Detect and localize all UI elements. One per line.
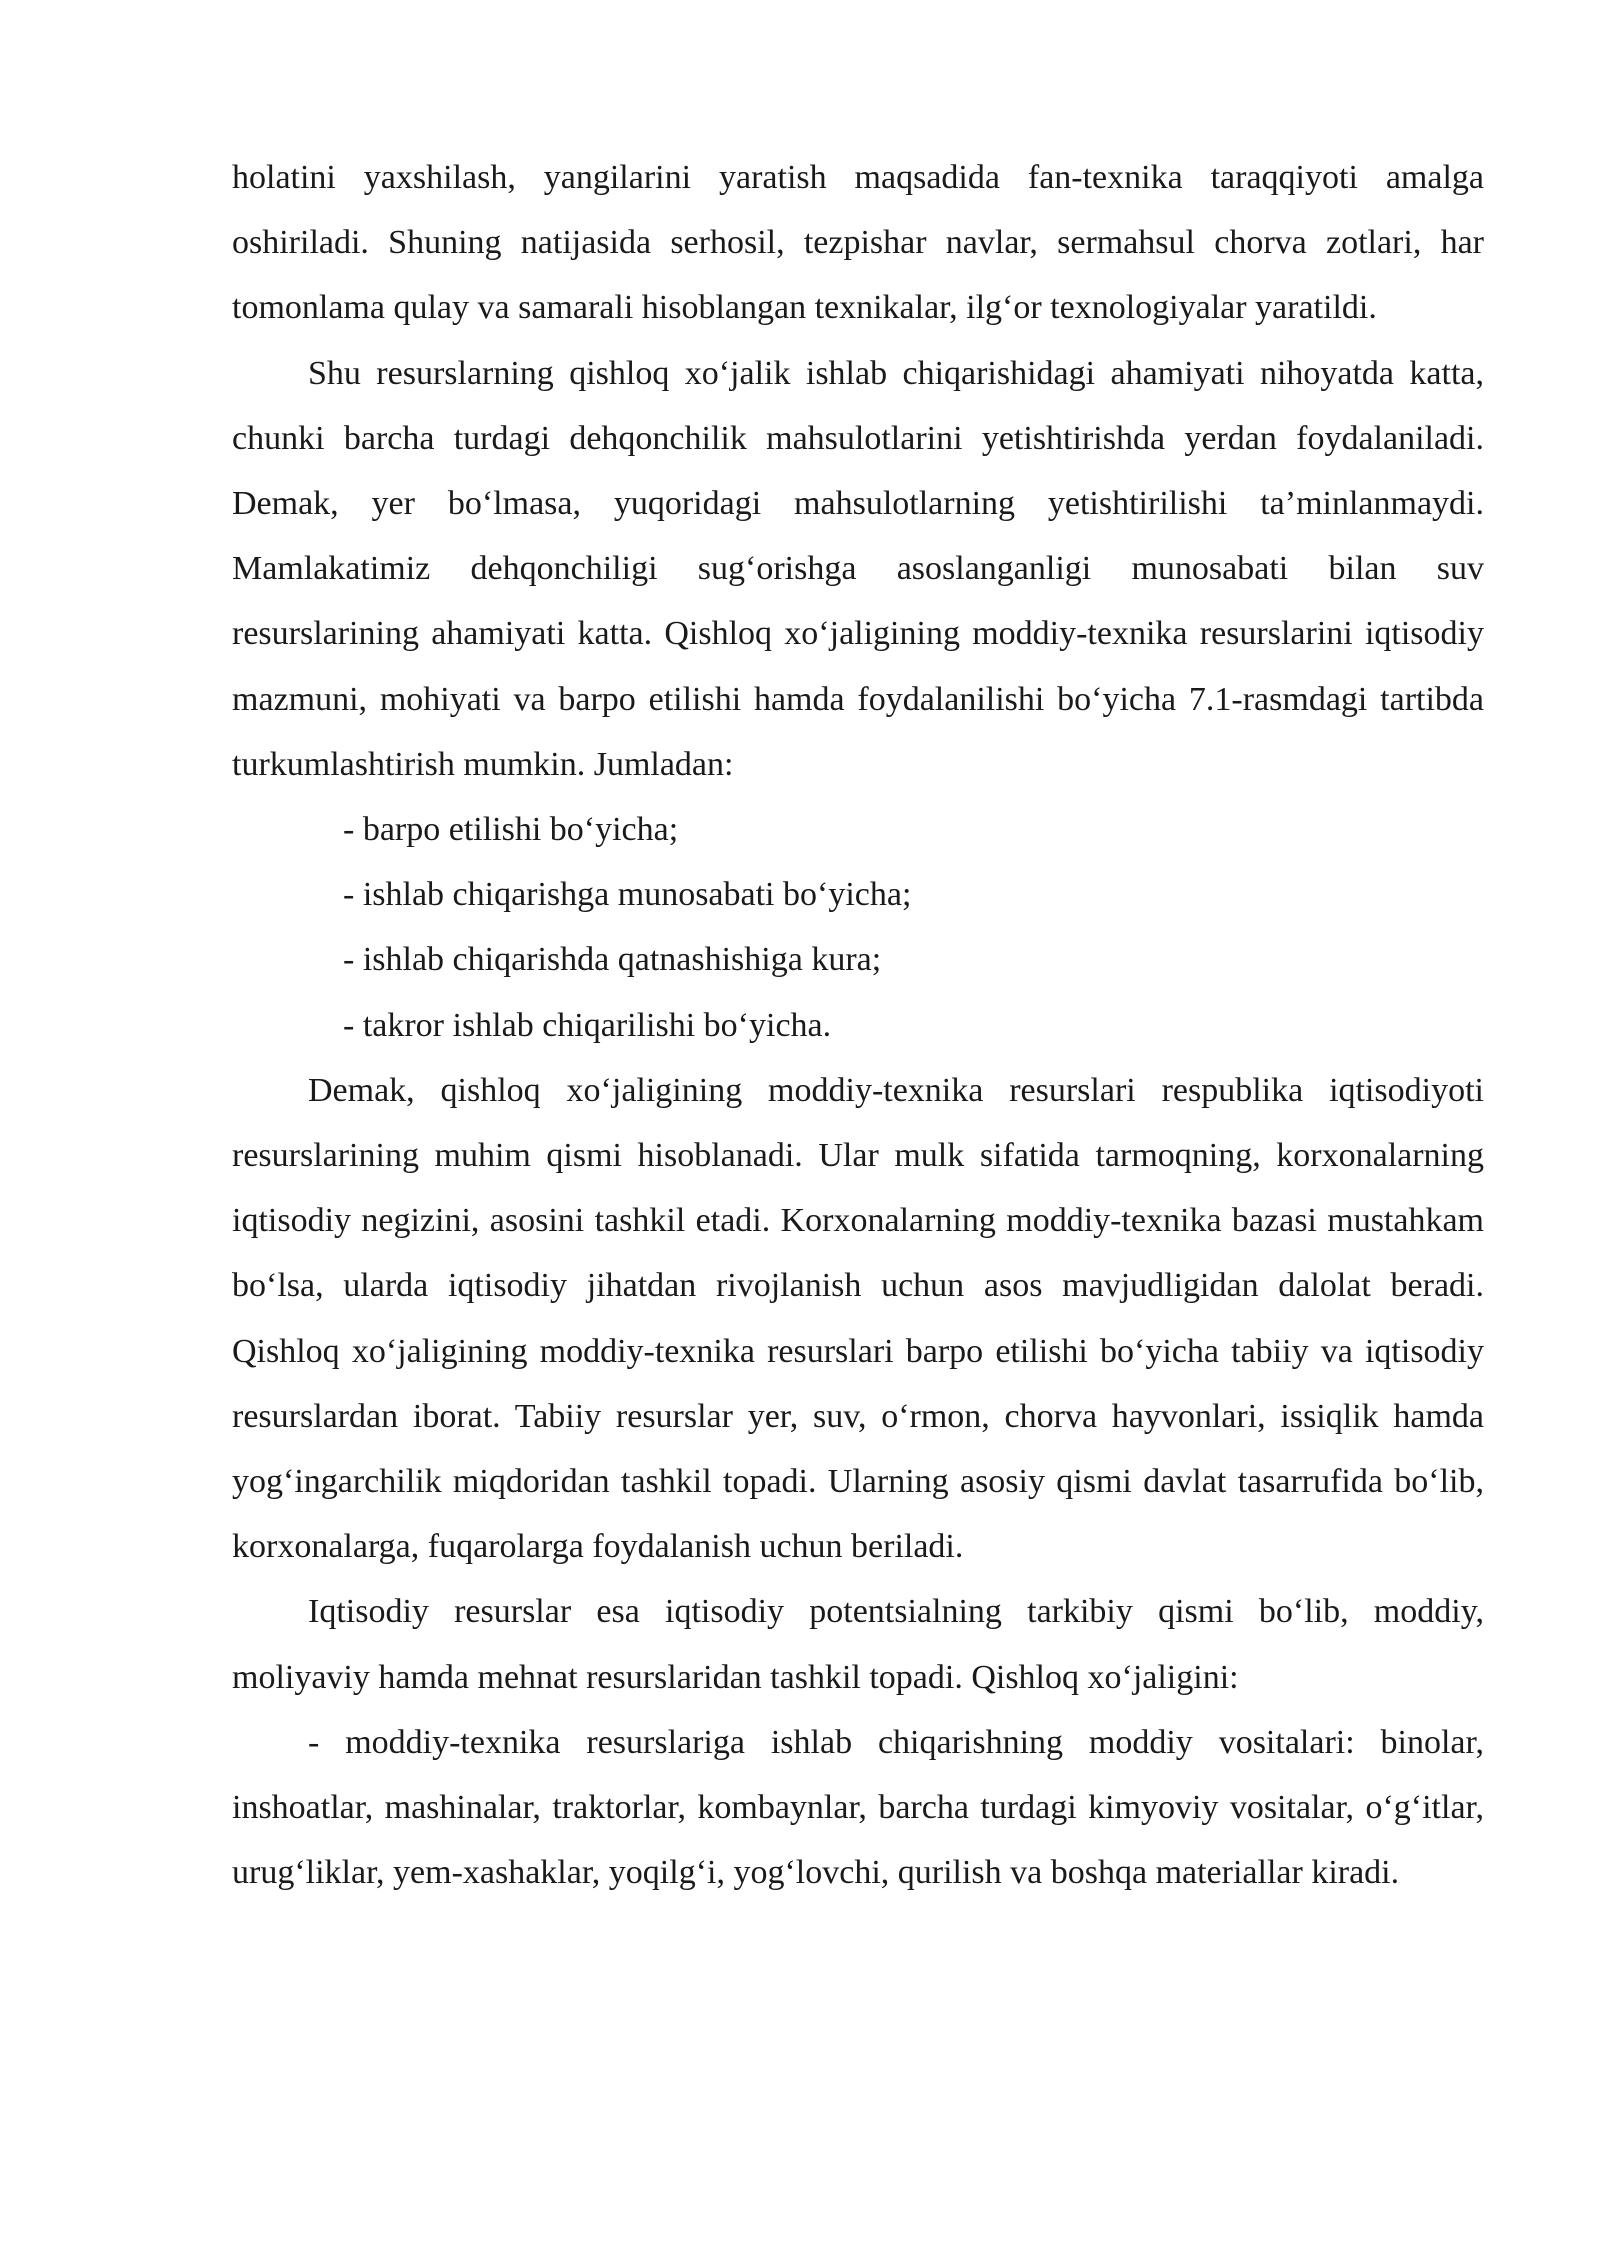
paragraph-resources-importance: Shu resurslarning qishloq xo‘jalik ishlab chiqarishidagi ahamiyati nihoyatda katta, chunki barcha turdagi dehqonchilik mahsulotlarini yetishtirishda yerdan foydalaniladi. Demak, yer bo‘lmasa, yuqoridagi mahsulotlarning yetishtirilishi ta’minlanmaydi. Mamlakatimiz dehqonchiligi sug‘orishga asoslanganligi munosabati bilan suv resurslarining ahamiyati katta. Qishloq xo‘jaligining moddiy-texnika resurslarini iqtisodiy mazmuni, mohiyati va barpo etilishi hamda foydalanilishi bo‘yicha 7.1-rasmdagi tartibda turkumlashtirish mumkin. Jumladan: — [232, 354, 1484, 783]
paragraph-continuation: holatini yaxshilash, yangilarini yaratish maqsadida fan-texnika taraqqiyoti amalga oshiriladi. Shuning natijasida serhosil, tezpishar navlar, sermahsul chorva zotlari, har tomonlama qulay va samarali hisoblangan texnikalar, ilg‘or texnologiyalar yaratildi. — [232, 159, 1484, 327]
list-item: - takror ishlab chiqarilishi bo‘yicha. — [343, 1006, 832, 1044]
document-page — [232, 145, 1484, 1905]
list-item: - ishlab chiqarishga munosabati bo‘yicha; — [343, 876, 912, 914]
list-item: - barpo etilishi bo‘yicha; — [343, 811, 679, 849]
list-item: - ishlab chiqarishda qatnashishiga kura; — [343, 941, 882, 979]
paragraph-material-resources: Demak, qishloq xo‘jaligining moddiy-texnika resurslari respublika iqtisodiyoti resurslarining muhim qismi hisoblanadi. Ular mulk sifatida tarmoqning, korxonalarning iqtisodiy negizini, asosini tashkil etadi. Korxonalarning moddiy-texnika bazasi mustahkam bo‘lsa, ularda iqtisodiy jihatdan rivojlanish uchun asos mavjudligidan dalolat beradi. Qishloq xo‘jaligining moddiy-texnika resurslari barpo etilishi bo‘yicha tabiiy va iqtisodiy resurslardan iborat. Tabiiy resurslar yer, suv, o‘rmon, chorva hayvonlari, issiqlik hamda yog‘ingarchilik miqdoridan tashkil topadi. Ularning asosiy qismi davlat tasarrufida bo‘lib, korxonalarga, fuqarolarga foydalanish uchun beriladi. — [232, 1071, 1484, 1566]
classification-list — [232, 797, 1484, 1058]
paragraph-economic-resources: Iqtisodiy resurslar esa iqtisodiy potentsialning tarkibiy qismi bo‘lib, moddiy, moliyaviy hamda mehnat resurslaridan tashkil topadi. Qishloq xo‘jaligini: — [232, 1593, 1484, 1696]
paragraph-material-means: - moddiy-texnika resurslariga ishlab chiqarishning moddiy vositalari: binolar, inshoatlar, mashinalar, traktorlar, kombaynlar, barcha turdagi kimyoviy vositalar, o‘g‘itlar, urug‘liklar, yem-xashaklar, yoqilg‘i, yog‘lovchi, qurilish va boshqa materiallar kiradi. — [232, 1723, 1484, 1892]
